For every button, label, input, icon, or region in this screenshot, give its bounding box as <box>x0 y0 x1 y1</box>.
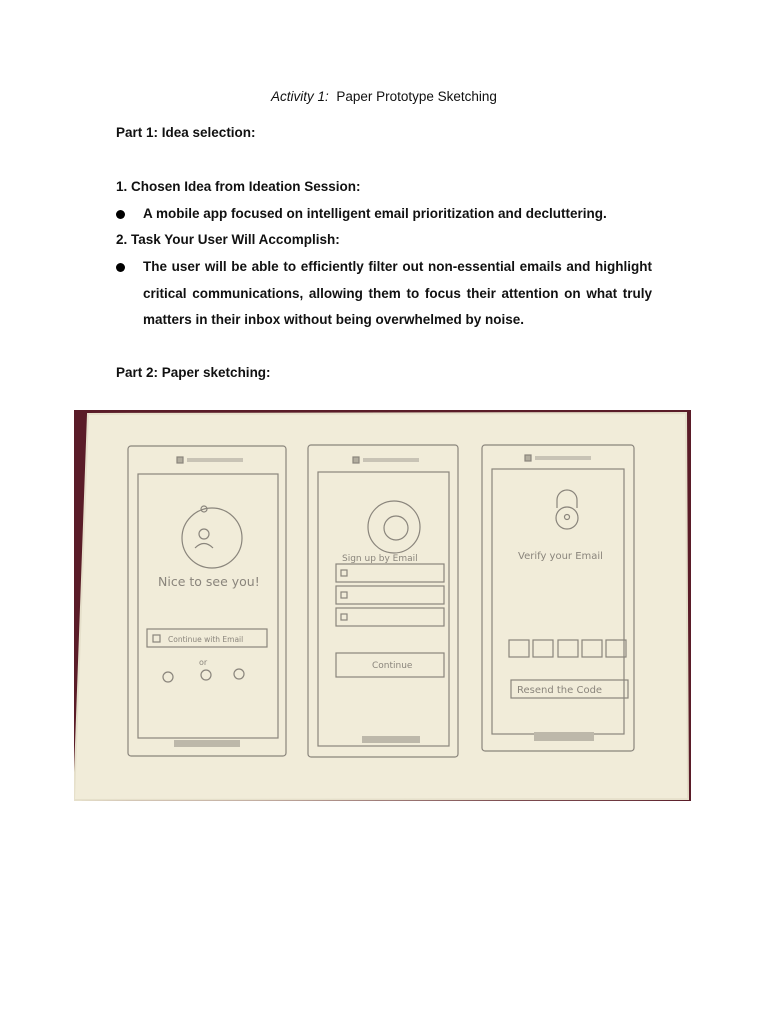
bullet-icon <box>116 210 125 219</box>
sketch-greeting: Nice to see you! <box>158 574 260 589</box>
page-title <box>0 88 768 106</box>
bullet-icon <box>116 263 125 272</box>
task-answer: The user will be able to efficiently filter out non-essential emails and highlight critical communications, allowing them to focus their attention on what truly matters in their inbox without being overwhelmed by noise. <box>143 259 652 328</box>
sketch-or: or <box>199 658 208 667</box>
activity-title: Paper Prototype Sketching <box>336 89 497 104</box>
activity-label: Activity 1: <box>271 89 329 104</box>
sketch-continue: Continue <box>372 661 413 671</box>
sketch-svg <box>74 410 691 801</box>
paper-prototype-photo <box>74 410 691 801</box>
sketch-verify-heading: Verify your Email <box>518 551 603 562</box>
part1-heading: Part 1: Idea selection: <box>116 125 256 140</box>
question-1-label: 1. Chosen Idea from Ideation Session: <box>116 179 361 194</box>
sketch-signup-heading: Sign up by Email <box>342 554 418 564</box>
question-2-label: 2. Task Your User Will Accomplish: <box>116 232 340 247</box>
part2-heading: Part 2: Paper sketching: <box>116 365 271 380</box>
sketch-resend: Resend the Code <box>517 685 603 696</box>
sketch-continue-email: Continue with Email <box>168 635 244 644</box>
idea-answer: A mobile app focused on intelligent email prioritization and decluttering. <box>143 206 607 221</box>
